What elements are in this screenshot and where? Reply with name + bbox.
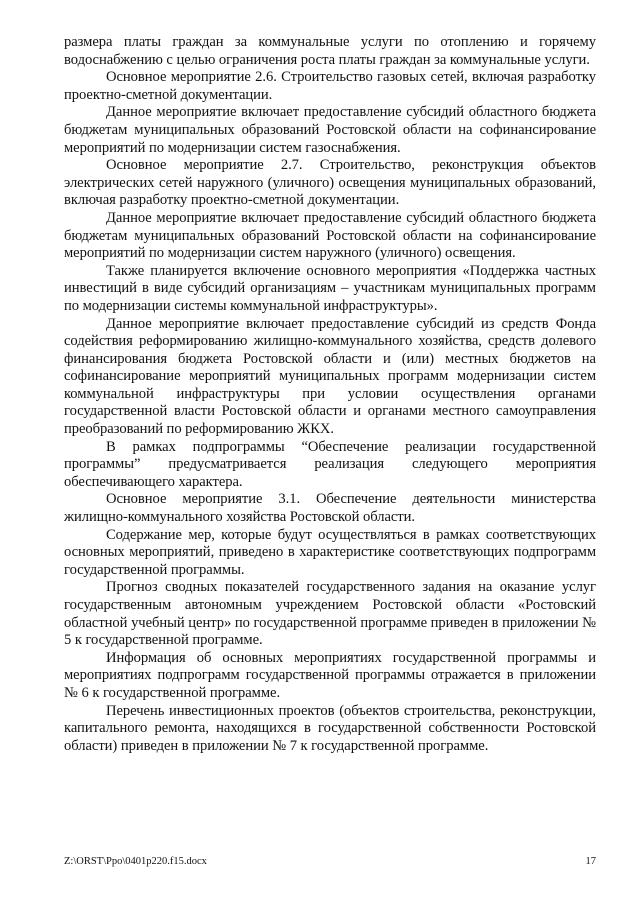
- paragraph-appendix-7: Перечень инвестиционных проектов (объектов строительства, реконструкции, капитального ремонта, находящихся в государственной собственности Ростовской области) приведен в приложении № 7 к государственной программе.: [64, 702, 596, 754]
- document-page: [64, 34, 596, 755]
- paragraph-measure-3-1: Основное мероприятие 3.1. Обеспечение деятельности министерства жилищно-коммунального хозяйства Ростовской области.: [64, 491, 596, 526]
- paragraph-appendix-6: Информация об основных мероприятиях государственной программы и мероприятиях подпрограмм государственной программы отражается в приложении № 6 к государственной программе.: [64, 649, 596, 701]
- file-path: Z:\ORST\Ppo\0401p220.f15.docx: [64, 856, 207, 867]
- paragraph-private-investment: Также планируется включение основного мероприятия «Поддержка частных инвестиций в виде субсидий организациям – участникам муниципальных программ по модернизации системы коммунальной инфраструктуры».: [64, 262, 596, 314]
- paragraph-state-task-forecast: Прогноз сводных показателей государственного задания на оказание услуг государственным автономным учреждением Ростовской области «Ростовский областной учебный центр» по государственной программе приведен в приложении № 5 к государственной программе.: [64, 579, 596, 649]
- paragraph-measures-content: Содержание мер, которые будут осуществляться в рамках соответствующих основных мероприятий, приведено в характеристике соответствующих подпрограмм государственной программы.: [64, 526, 596, 578]
- paragraph-measure-2-6: Основное мероприятие 2.6. Строительство газовых сетей, включая разработку проектно-сметной документации.: [64, 69, 596, 103]
- page-number: 17: [585, 856, 596, 867]
- paragraph-measure-2-7-detail: Данное мероприятие включает предоставление субсидий областного бюджета бюджетам муниципальных образований Ростовской области на софинансирование мероприятий по модернизации систем наружного (уличного) освещения.: [64, 209, 596, 262]
- paragraph-fund-subsidies: Данное мероприятие включает предоставление субсидий из средств Фонда содействия реформированию жилищно-коммунального хозяйства, средств долевого финансирования бюджета Ростовской области и (или) местных бюджетов на софинансирование мероприятий муниципальных программ модернизации систем коммунальной инфраструктуры при условии осуществления органами государственной власти Ростовской области и органами местного самоуправления преобразований по реформированию ЖКХ.: [64, 315, 596, 438]
- paragraph-subprogram-support: В рамках подпрограммы “Обеспечение реализации государственной программы” предусматривается реализация следующего мероприятия обеспечивающего характера.: [64, 438, 596, 490]
- paragraph-measure-2-7: Основное мероприятие 2.7. Строительство, реконструкция объектов электрических сетей наружного (уличного) освещения муниципальных образований, включая разработку проектно-сметной документации.: [64, 157, 596, 209]
- paragraph-measure-2-6-detail: Данное мероприятие включает предоставление субсидий областного бюджета бюджетам муниципальных образований Ростовской области на софинансирование мероприятий по модернизации систем газоснабжения.: [64, 104, 596, 156]
- paragraph-continuation: размера платы граждан за коммунальные услуги по отоплению и горячему водоснабжению с целью ограничения роста платы граждан за коммунальные услуги.: [64, 34, 596, 68]
